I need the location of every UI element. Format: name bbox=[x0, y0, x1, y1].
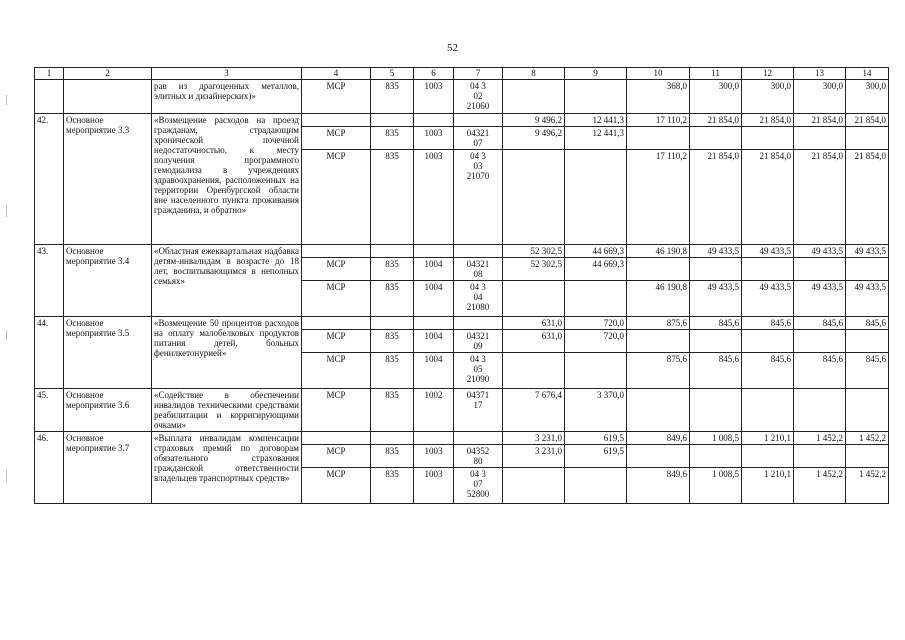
grbs-code-cell: 835 bbox=[371, 281, 414, 317]
amount-cell: 845,6 bbox=[794, 353, 846, 389]
amount-cell bbox=[627, 330, 690, 353]
amount-cell: 12 441,3 bbox=[565, 127, 627, 150]
amount-cell: 3 370,0 bbox=[565, 389, 627, 432]
amount-cell bbox=[503, 80, 565, 114]
event-name-cell: Основное мероприятие 3.5 bbox=[64, 317, 152, 389]
column-number-row bbox=[35, 68, 889, 80]
target-article-cell: 04352 80 bbox=[454, 445, 503, 468]
amount-cell: 845,6 bbox=[846, 353, 889, 389]
amount-cell: 845,6 bbox=[794, 317, 846, 330]
amount-cell: 21 854,0 bbox=[690, 150, 742, 245]
amount-cell: 21 854,0 bbox=[742, 150, 794, 245]
amount-cell: 1 452,2 bbox=[846, 468, 889, 504]
amount-cell bbox=[794, 389, 846, 432]
amount-cell: 845,6 bbox=[742, 317, 794, 330]
target-article-cell: 04 3 04 21080 bbox=[454, 281, 503, 317]
amount-cell: 849,6 bbox=[627, 468, 690, 504]
executor-cell bbox=[302, 317, 371, 330]
column-number-cell: 13 bbox=[794, 68, 846, 80]
column-number-cell: 7 bbox=[454, 68, 503, 80]
amount-cell: 49 433,5 bbox=[742, 245, 794, 258]
amount-cell: 720,0 bbox=[565, 330, 627, 353]
grbs-code-cell: 835 bbox=[371, 389, 414, 432]
amount-cell: 1 008,5 bbox=[690, 468, 742, 504]
grbs-code-cell: 835 bbox=[371, 445, 414, 468]
amount-cell bbox=[846, 445, 889, 468]
grbs-code-cell: 835 bbox=[371, 150, 414, 245]
amount-cell: 1 452,2 bbox=[846, 432, 889, 445]
amount-cell bbox=[690, 445, 742, 468]
target-article-cell: 04 3 02 21060 bbox=[454, 80, 503, 114]
amount-cell: 845,6 bbox=[846, 317, 889, 330]
scan-margin-mark bbox=[6, 470, 7, 482]
section-code-cell: 1003 bbox=[414, 127, 454, 150]
amount-cell: 368,0 bbox=[627, 80, 690, 114]
amount-cell: 46 190,8 bbox=[627, 281, 690, 317]
grbs-code-cell bbox=[371, 317, 414, 330]
amount-cell: 300,0 bbox=[690, 80, 742, 114]
amount-cell: 21 854,0 bbox=[742, 114, 794, 127]
amount-cell bbox=[503, 468, 565, 504]
amount-cell: 619,5 bbox=[565, 445, 627, 468]
amount-cell: 631,0 bbox=[503, 317, 565, 330]
target-article-cell: 04321 07 bbox=[454, 127, 503, 150]
amount-cell: 845,6 bbox=[742, 353, 794, 389]
executor-cell: МСР bbox=[302, 150, 371, 245]
grbs-code-cell: 835 bbox=[371, 80, 414, 114]
amount-cell: 49 433,5 bbox=[690, 245, 742, 258]
amount-cell: 21 854,0 bbox=[846, 114, 889, 127]
section-code-cell: 1003 bbox=[414, 445, 454, 468]
scan-margin-mark bbox=[6, 205, 7, 217]
column-number-cell: 8 bbox=[503, 68, 565, 80]
column-number-cell: 2 bbox=[64, 68, 152, 80]
amount-cell: 17 110,2 bbox=[627, 150, 690, 245]
column-number-cell: 11 bbox=[690, 68, 742, 80]
amount-cell bbox=[690, 258, 742, 281]
amount-cell bbox=[846, 389, 889, 432]
section-code-cell: 1004 bbox=[414, 258, 454, 281]
executor-cell: МСР bbox=[302, 80, 371, 114]
section-code-cell: 1003 bbox=[414, 80, 454, 114]
executor-cell: МСР bbox=[302, 281, 371, 317]
amount-cell bbox=[627, 445, 690, 468]
scan-margin-mark bbox=[6, 95, 7, 105]
column-number-cell: 10 bbox=[627, 68, 690, 80]
column-number-cell: 4 bbox=[302, 68, 371, 80]
executor-cell bbox=[302, 245, 371, 258]
executor-cell bbox=[302, 432, 371, 445]
section-code-cell bbox=[414, 114, 454, 127]
amount-cell bbox=[627, 389, 690, 432]
amount-cell: 1 210,1 bbox=[742, 468, 794, 504]
amount-cell: 300,0 bbox=[742, 80, 794, 114]
amount-cell bbox=[503, 281, 565, 317]
amount-cell: 21 854,0 bbox=[794, 114, 846, 127]
amount-cell: 44 669,3 bbox=[565, 258, 627, 281]
amount-cell bbox=[565, 353, 627, 389]
amount-cell bbox=[690, 127, 742, 150]
target-article-cell: 04 3 03 21070 bbox=[454, 150, 503, 245]
column-number-cell: 6 bbox=[414, 68, 454, 80]
event-description-cell: «Возмещение расходов на проезд гражданам, страдающим хронической почечной недостаточностью, к месту получения программного гемодиализа в учреждениях здравоохранения, расположенных на территории Оренбургской области вне населенного пункта проживания гражданина, и обратно» bbox=[152, 114, 302, 245]
executor-cell bbox=[302, 114, 371, 127]
amount-cell: 1 452,2 bbox=[794, 468, 846, 504]
amount-cell: 845,6 bbox=[690, 353, 742, 389]
amount-cell: 1 008,5 bbox=[690, 432, 742, 445]
section-code-cell: 1002 bbox=[414, 389, 454, 432]
target-article-cell: 04371 17 bbox=[454, 389, 503, 432]
event-name-cell: Основное мероприятие 3.4 bbox=[64, 245, 152, 317]
amount-cell bbox=[846, 127, 889, 150]
grbs-code-cell bbox=[371, 245, 414, 258]
amount-cell bbox=[794, 127, 846, 150]
amount-cell bbox=[627, 127, 690, 150]
target-article-cell bbox=[454, 432, 503, 445]
table-row bbox=[35, 80, 889, 114]
grbs-code-cell: 835 bbox=[371, 353, 414, 389]
amount-cell: 21 854,0 bbox=[690, 114, 742, 127]
amount-cell: 3 231,0 bbox=[503, 445, 565, 468]
amount-cell bbox=[503, 353, 565, 389]
amount-cell: 300,0 bbox=[794, 80, 846, 114]
amount-cell: 1 452,2 bbox=[794, 432, 846, 445]
table-row bbox=[35, 432, 889, 445]
amount-cell bbox=[565, 150, 627, 245]
amount-cell: 52 302,5 bbox=[503, 258, 565, 281]
amount-cell: 9 496,2 bbox=[503, 127, 565, 150]
row-number-cell: 43. bbox=[35, 245, 64, 317]
amount-cell bbox=[742, 127, 794, 150]
grbs-code-cell: 835 bbox=[371, 330, 414, 353]
amount-cell: 52 302,5 bbox=[503, 245, 565, 258]
column-number-cell: 3 bbox=[152, 68, 302, 80]
table-row bbox=[35, 317, 889, 330]
amount-cell: 17 110,2 bbox=[627, 114, 690, 127]
row-number-cell: 46. bbox=[35, 432, 64, 504]
target-article-cell: 04 3 07 52800 bbox=[454, 468, 503, 504]
section-code-cell: 1004 bbox=[414, 353, 454, 389]
section-code-cell bbox=[414, 432, 454, 445]
row-number-cell: 42. bbox=[35, 114, 64, 245]
amount-cell: 21 854,0 bbox=[794, 150, 846, 245]
column-number-cell: 5 bbox=[371, 68, 414, 80]
amount-cell: 49 433,5 bbox=[794, 281, 846, 317]
event-name-cell bbox=[64, 80, 152, 114]
section-code-cell: 1003 bbox=[414, 150, 454, 245]
amount-cell bbox=[690, 330, 742, 353]
event-description-cell: «Содействие в обеспечении инвалидов техническими средствами реабилитации и корригирующими очками» bbox=[152, 389, 302, 432]
executor-cell: МСР bbox=[302, 127, 371, 150]
target-article-cell bbox=[454, 317, 503, 330]
grbs-code-cell: 835 bbox=[371, 468, 414, 504]
amount-cell bbox=[627, 258, 690, 281]
event-description-cell: «Возмещение 50 процентов расходов на оплату малобелковых продуктов питания детей, больных фенилкетонурией» bbox=[152, 317, 302, 389]
page-number: 52 bbox=[447, 42, 458, 54]
row-number-cell bbox=[35, 80, 64, 114]
target-article-cell: 04321 09 bbox=[454, 330, 503, 353]
section-code-cell: 1004 bbox=[414, 281, 454, 317]
column-number-cell: 14 bbox=[846, 68, 889, 80]
target-article-cell bbox=[454, 114, 503, 127]
amount-cell: 49 433,5 bbox=[846, 245, 889, 258]
event-name-cell: Основное мероприятие 3.3 bbox=[64, 114, 152, 245]
grbs-code-cell: 835 bbox=[371, 258, 414, 281]
amount-cell: 875,6 bbox=[627, 353, 690, 389]
amount-cell: 46 190,8 bbox=[627, 245, 690, 258]
row-number-cell: 45. bbox=[35, 389, 64, 432]
amount-cell bbox=[565, 80, 627, 114]
amount-cell bbox=[742, 445, 794, 468]
amount-cell: 631,0 bbox=[503, 330, 565, 353]
event-name-cell: Основное мероприятие 3.7 bbox=[64, 432, 152, 504]
budget-table bbox=[34, 67, 889, 504]
event-description-cell: «Областная ежеквартальная надбавка детям-инвалидам в возрасте до 18 лет, воспитывающимся в неполных семьях» bbox=[152, 245, 302, 317]
target-article-cell: 04321 08 bbox=[454, 258, 503, 281]
section-code-cell: 1004 bbox=[414, 330, 454, 353]
amount-cell bbox=[503, 150, 565, 245]
amount-cell bbox=[794, 445, 846, 468]
amount-cell: 7 676,4 bbox=[503, 389, 565, 432]
amount-cell: 849,6 bbox=[627, 432, 690, 445]
grbs-code-cell: 835 bbox=[371, 127, 414, 150]
amount-cell: 720,0 bbox=[565, 317, 627, 330]
amount-cell: 49 433,5 bbox=[742, 281, 794, 317]
scan-margin-mark bbox=[6, 330, 7, 340]
event-name-cell: Основное мероприятие 3.6 bbox=[64, 389, 152, 432]
target-article-cell: 04 3 05 21090 bbox=[454, 353, 503, 389]
grbs-code-cell bbox=[371, 432, 414, 445]
amount-cell: 845,6 bbox=[690, 317, 742, 330]
amount-cell: 1 210,1 bbox=[742, 432, 794, 445]
table-row bbox=[35, 245, 889, 258]
amount-cell bbox=[794, 258, 846, 281]
amount-cell: 300,0 bbox=[846, 80, 889, 114]
executor-cell: МСР bbox=[302, 330, 371, 353]
amount-cell bbox=[846, 258, 889, 281]
section-code-cell bbox=[414, 245, 454, 258]
amount-cell: 49 433,5 bbox=[690, 281, 742, 317]
executor-cell: МСР bbox=[302, 258, 371, 281]
column-number-cell: 12 bbox=[742, 68, 794, 80]
table-row bbox=[35, 114, 889, 127]
executor-cell: МСР bbox=[302, 353, 371, 389]
amount-cell: 49 433,5 bbox=[846, 281, 889, 317]
grbs-code-cell bbox=[371, 114, 414, 127]
amount-cell: 44 669,3 bbox=[565, 245, 627, 258]
column-number-cell: 9 bbox=[565, 68, 627, 80]
section-code-cell: 1003 bbox=[414, 468, 454, 504]
amount-cell: 9 496,2 bbox=[503, 114, 565, 127]
amount-cell bbox=[690, 389, 742, 432]
amount-cell bbox=[794, 330, 846, 353]
amount-cell: 12 441,3 bbox=[565, 114, 627, 127]
event-description-cell: рав из драгоценных металлов, элитных и дизайнерских)» bbox=[152, 80, 302, 114]
amount-cell bbox=[742, 258, 794, 281]
amount-cell bbox=[565, 468, 627, 504]
amount-cell: 49 433,5 bbox=[794, 245, 846, 258]
row-number-cell: 44. bbox=[35, 317, 64, 389]
executor-cell: МСР bbox=[302, 445, 371, 468]
amount-cell bbox=[742, 330, 794, 353]
amount-cell bbox=[846, 330, 889, 353]
amount-cell: 21 854,0 bbox=[846, 150, 889, 245]
amount-cell bbox=[565, 281, 627, 317]
table-row bbox=[35, 389, 889, 432]
amount-cell: 619,5 bbox=[565, 432, 627, 445]
executor-cell: МСР bbox=[302, 389, 371, 432]
executor-cell: МСР bbox=[302, 468, 371, 504]
column-number-cell: 1 bbox=[35, 68, 64, 80]
amount-cell: 3 231,0 bbox=[503, 432, 565, 445]
event-description-cell: «Выплата инвалидам компенсации страховых премий по договорам обязательного страхования гражданской ответственности владельцев транспортных средств» bbox=[152, 432, 302, 504]
amount-cell bbox=[742, 389, 794, 432]
amount-cell: 875,6 bbox=[627, 317, 690, 330]
section-code-cell bbox=[414, 317, 454, 330]
target-article-cell bbox=[454, 245, 503, 258]
